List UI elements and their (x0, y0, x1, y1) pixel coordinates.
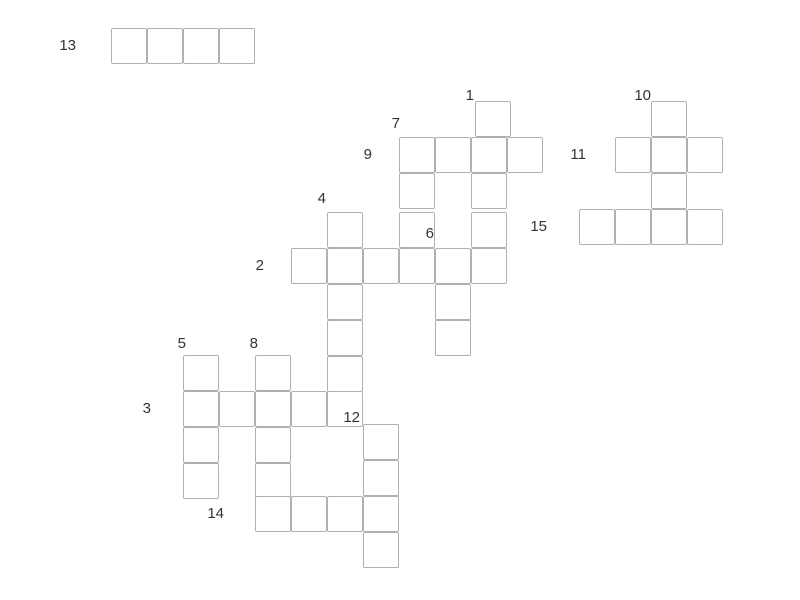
crossword-cell[interactable] (399, 173, 435, 209)
crossword-cell[interactable] (651, 101, 687, 137)
crossword-cell[interactable] (327, 356, 363, 392)
clue-number-3: 3 (142, 400, 151, 417)
crossword-cell[interactable] (183, 463, 219, 499)
crossword-cell[interactable] (435, 320, 471, 356)
crossword-cell[interactable] (363, 248, 399, 284)
clue-number-8: 8 (249, 335, 258, 352)
crossword-cell[interactable] (327, 284, 363, 320)
crossword-cell[interactable] (651, 137, 687, 173)
crossword-cell[interactable] (291, 496, 327, 532)
crossword-cell[interactable] (471, 173, 507, 209)
crossword-cell[interactable] (183, 28, 219, 64)
clue-number-11: 11 (570, 146, 586, 163)
crossword-cell[interactable] (507, 137, 543, 173)
crossword-cell[interactable] (291, 391, 327, 427)
crossword-cell[interactable] (435, 248, 471, 284)
crossword-cell[interactable] (255, 496, 291, 532)
crossword-cell[interactable] (471, 248, 507, 284)
crossword-cell[interactable] (183, 355, 219, 391)
crossword-cell[interactable] (435, 137, 471, 173)
crossword-cell[interactable] (651, 173, 687, 209)
crossword-cell[interactable] (687, 137, 723, 173)
crossword-cell[interactable] (471, 212, 507, 248)
crossword-cell[interactable] (327, 248, 363, 284)
clue-number-14: 14 (207, 505, 224, 522)
crossword-cell[interactable] (399, 137, 435, 173)
crossword-cell[interactable] (615, 209, 651, 245)
crossword-cell[interactable] (255, 355, 291, 391)
crossword-cell[interactable] (363, 532, 399, 568)
crossword-cell[interactable] (615, 137, 651, 173)
crossword-cell[interactable] (363, 460, 399, 496)
crossword-cell[interactable] (363, 496, 399, 532)
crossword-cell[interactable] (327, 212, 363, 248)
crossword-cell[interactable] (219, 391, 255, 427)
clue-number-15: 15 (530, 218, 547, 235)
crossword-cell[interactable] (183, 391, 219, 427)
clue-number-6: 6 (425, 225, 434, 242)
crossword-cell[interactable] (255, 463, 291, 499)
crossword-cell[interactable] (399, 248, 435, 284)
clue-number-12: 12 (343, 409, 360, 426)
crossword-cell[interactable] (687, 209, 723, 245)
crossword-cell[interactable] (255, 427, 291, 463)
clue-number-7: 7 (391, 115, 400, 132)
clue-number-5: 5 (177, 335, 186, 352)
crossword-cell[interactable] (363, 424, 399, 460)
clue-number-1: 1 (465, 87, 474, 104)
crossword-cell[interactable] (183, 427, 219, 463)
crossword-cell[interactable] (255, 391, 291, 427)
clue-number-9: 9 (363, 146, 372, 163)
crossword-cell[interactable] (291, 248, 327, 284)
crossword-cell[interactable] (327, 320, 363, 356)
crossword-cell[interactable] (327, 496, 363, 532)
clue-number-4: 4 (317, 190, 326, 207)
clue-number-10: 10 (634, 87, 651, 104)
crossword-cell[interactable] (435, 284, 471, 320)
crossword-cell[interactable] (111, 28, 147, 64)
crossword-cell[interactable] (147, 28, 183, 64)
crossword-cell[interactable] (651, 209, 687, 245)
crossword-cell[interactable] (579, 209, 615, 245)
clue-number-13: 13 (59, 37, 76, 54)
clue-number-2: 2 (255, 257, 264, 274)
crossword-cell[interactable] (219, 28, 255, 64)
crossword-cell[interactable] (471, 137, 507, 173)
crossword-cell[interactable] (475, 101, 511, 137)
